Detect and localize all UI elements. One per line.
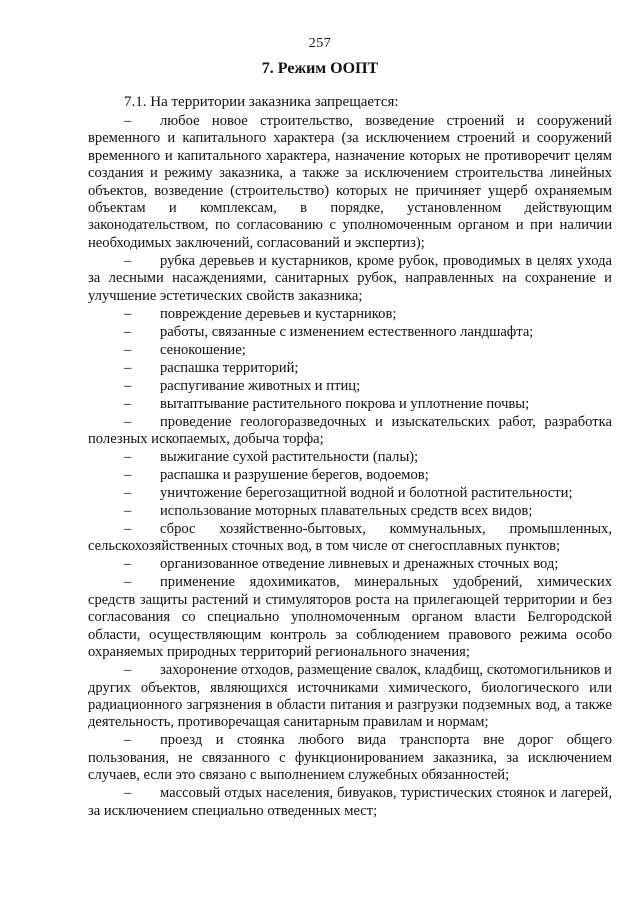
- list-dash: –: [124, 521, 132, 538]
- list-item-text: работы, связанные с изменением естественного ландшафта;: [160, 323, 534, 340]
- list-item: [88, 503, 612, 520]
- list-dash: –: [124, 377, 132, 394]
- list-item: [88, 306, 612, 323]
- list-dash: –: [124, 359, 132, 376]
- list-item: [88, 732, 612, 784]
- list-item: [88, 662, 612, 732]
- list-item-text: повреждение деревьев и кустарников;: [160, 305, 397, 322]
- list-item: [88, 378, 612, 395]
- list-item-text: рубка деревьев и кустарников, кроме рубок, проводимых в целях ухода за лесными насаждениями, санитарных рубок, направленных на сохранение и улучшение эстетических свойств заказника;: [88, 252, 612, 304]
- list-item-text: применение ядохимикатов, минеральных удобрений, химических средств защиты растений и стимуляторов роста на прилегающей территории и без согласования со специально уполномоченным органом власти Белгородской области, осуществляющим контроль за соблюдением правового режима особо охраняемых природных территорий регионального значения;: [88, 574, 612, 661]
- list-dash: –: [124, 785, 132, 802]
- list-item-text: захоронение отходов, размещение свалок, кладбищ, скотомогильников и других объектов, являющихся источниками химического, биологического или радиационного загрязнения в области питания и разгрузки подземных вод, а также деятельность, противоречащая санитарным правилам и нормам;: [88, 662, 612, 731]
- list-item-text: любое новое строительство, возведение строений и сооружений временного и капитального характера (за исключением строений и сооружений временного и капитального характера, назначение которых не противоречит целям создания и режиму заказника, а также за исключением строительства линейных объектов, возведение (строительство) которых не причиняет ущерб охраняемым объектам и комплексам, в порядке, установленном действующим законодательством, по согласованию с уполномоченным органом и при наличии необходимых заключений, согласований и экспертиз);: [88, 113, 612, 251]
- list-item: [88, 574, 612, 661]
- list-item: [88, 414, 612, 449]
- list-dash: –: [124, 395, 132, 412]
- list-item-text: сенокошение;: [160, 341, 246, 358]
- list-item: [88, 253, 612, 305]
- list-item-text: проведение геологоразведочных и изыскательских работ, разработка полезных ископаемых, добыча торфа;: [88, 413, 612, 448]
- lead-paragraph: 7.1. На территории заказника запрещается:: [124, 94, 399, 110]
- list-dash: –: [124, 556, 132, 573]
- list-item: [88, 449, 612, 466]
- prohibition-list: [88, 113, 612, 821]
- section-title: 7. Режим ООПТ: [261, 60, 379, 77]
- list-dash: –: [124, 341, 132, 358]
- list-item-text: вытаптывание растительного покрова и уплотнение почвы;: [160, 395, 530, 412]
- page-number: 257: [308, 36, 332, 51]
- list-dash: –: [124, 485, 132, 502]
- list-item-text: распашка территорий;: [160, 359, 299, 376]
- list-item-text: организованное отведение ливневых и дренажных сточных вод;: [160, 556, 559, 573]
- list-item: [88, 342, 612, 359]
- list-dash: –: [124, 252, 132, 269]
- list-item-text: уничтожение берегозащитной водной и болотной растительности;: [160, 485, 573, 502]
- list-item-text: использование моторных плавательных средств всех видов;: [160, 503, 533, 520]
- list-item: [88, 485, 612, 502]
- list-item-text: выжигание сухой растительности (палы);: [160, 449, 419, 466]
- list-dash: –: [124, 503, 132, 520]
- list-item-text: сброс хозяйственно-бытовых, коммунальных, промышленных, сельскохозяйственных сточных вод, в том числе от снегосплавных пунктов;: [88, 521, 612, 555]
- list-item: [88, 113, 612, 252]
- list-dash: –: [124, 467, 132, 484]
- list-dash: –: [124, 113, 132, 129]
- list-item-text: распашка и разрушение берегов, водоемов;: [160, 467, 429, 484]
- list-item: [88, 396, 612, 413]
- list-item: [88, 467, 612, 484]
- list-item: [88, 360, 612, 377]
- list-item-text: массовый отдых населения, бивуаков, туристических стоянок и лагерей, за исключением специально отведенных мест;: [88, 785, 612, 819]
- list-item: [88, 521, 612, 556]
- list-dash: –: [124, 574, 132, 591]
- list-dash: –: [124, 449, 132, 466]
- list-item-text: распугивание животных и птиц;: [160, 377, 361, 394]
- list-dash: –: [124, 662, 132, 679]
- list-dash: –: [124, 413, 132, 430]
- list-dash: –: [124, 732, 132, 749]
- list-dash: –: [124, 305, 132, 322]
- list-item: [88, 556, 612, 573]
- list-item: [88, 324, 612, 341]
- list-item: [88, 785, 612, 820]
- list-dash: –: [124, 323, 132, 340]
- list-item-text: проезд и стоянка любого вида транспорта вне дорог общего пользования, не связанного с функционированием заказника, за исключением случаев, если это связано с выполнением служебных обязанностей;: [88, 732, 612, 784]
